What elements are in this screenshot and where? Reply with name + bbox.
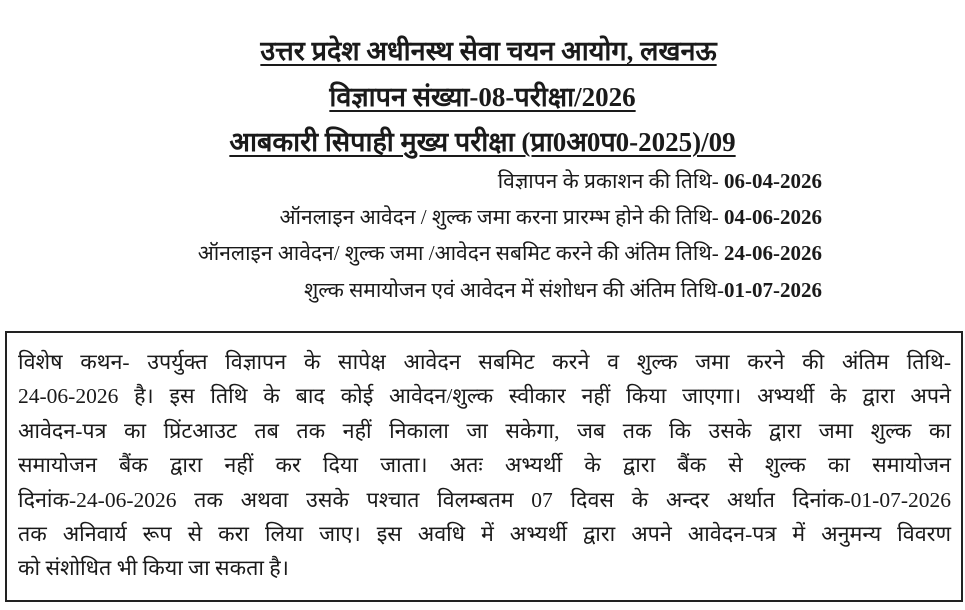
commission-title — [0, 34, 965, 68]
date-label: ऑनलाइन आवेदन/ शुल्क जमा /आवेदन सबमिट करने की अंतिम तिथि- — [197, 241, 724, 265]
date-value: 04-06-2026 — [724, 205, 822, 229]
notice-line: आवेदन-पत्र का प्रिंटआउट तब तक नहीं निकाला जा सकेगा, जब तक कि उसके द्वारा जमा शुल्क का — [18, 418, 951, 443]
notice-line: 24-06-2026 है। इस तिथि के बाद कोई आवेदन/शुल्क स्वीकार नहीं किया जाएगा। अभ्यर्थी के द्वारा अपने — [18, 384, 951, 409]
date-label: विज्ञापन के प्रकाशन की तिथि- — [497, 169, 724, 193]
date-value: 24-06-2026 — [724, 241, 822, 265]
date-value: 01-07-2026 — [724, 278, 822, 302]
date-line-correction-last — [304, 276, 822, 304]
special-notice-box — [5, 331, 963, 602]
date-value: 06-04-2026 — [724, 169, 822, 193]
date-label: ऑनलाइन आवेदन / शुल्क जमा करना प्रारम्भ होने की तिथि- — [279, 205, 724, 229]
notice-line: तक अनिवार्य रूप से करा लिया जाए। इस अवधि में अभ्यर्थी द्वारा अपने आवेदन-पत्र में अनुमन्य विवरण — [18, 522, 951, 547]
advertisement-number-text: विज्ञापन संख्या-08-परीक्षा/2026 — [329, 82, 636, 112]
date-line-publication — [498, 167, 822, 195]
commission-title-text: उत्तर प्रदेश अधीनस्थ सेवा चयन आयोग, लखनऊ — [260, 36, 717, 66]
notice-line: समायोजन बैंक द्वारा नहीं कर दिया जाता। अतः अभ्यर्थी के द्वारा बैंक से शुल्क का समायोजन — [18, 453, 951, 478]
advertisement-number — [0, 80, 965, 114]
notice-line: को संशोधित भी किया जा सकता है। — [18, 556, 289, 581]
exam-title-text: आबकारी सिपाही मुख्य परीक्षा (प्रा0अ0प0-2025)/09 — [229, 127, 736, 157]
date-line-application-last — [198, 239, 822, 267]
exam-title — [0, 125, 965, 159]
date-line-application-start — [280, 203, 822, 231]
date-label: शुल्क समायोजन एवं आवेदन में संशोधन की अंतिम तिथि- — [303, 278, 724, 302]
notice-line: विशेष कथन- उपर्युक्त विज्ञापन के सापेक्ष आवेदन सबमिट करने व शुल्क जमा करने की अंतिम तिथि- — [18, 350, 951, 374]
notice-line: दिनांक-24-06-2026 तक अथवा उसके पश्चात विलम्बतम 07 दिवस के अन्दर अर्थात दिनांक-01-07-2026 — [18, 487, 951, 512]
